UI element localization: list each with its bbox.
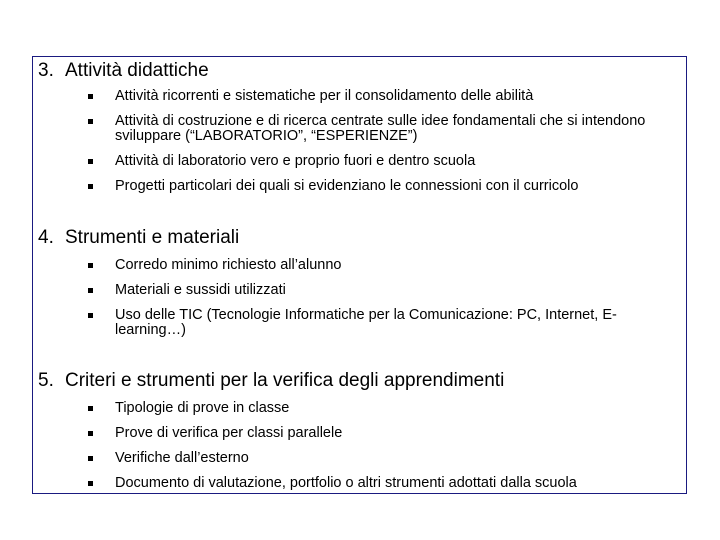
section-heading-5	[38, 370, 504, 392]
list-item-text: Progetti particolari dei quali si evidenziano le connessioni con il curricolo	[115, 178, 579, 194]
list-item-text: Materiali e sussidi utilizzati	[115, 282, 286, 298]
list-item-text: Corredo minimo richiesto all’alunno	[115, 257, 342, 273]
square-bullet-icon	[88, 263, 93, 268]
square-bullet-icon	[88, 119, 93, 124]
section-number: 4.	[38, 227, 54, 248]
section-title: Strumenti e materiali	[65, 227, 240, 248]
square-bullet-icon	[88, 406, 93, 411]
square-bullet-icon	[88, 431, 93, 436]
section-heading-3	[38, 60, 209, 82]
square-bullet-icon	[88, 159, 93, 164]
list-item-text: Tipologie di prove in classe	[115, 400, 290, 416]
section-number: 5.	[38, 370, 54, 391]
list-item-text: Attività di costruzione e di ricerca centrate sulle idee fondamentali che si intendono sviluppare (“LABORATORIO”, “ESPERIENZE”)	[115, 113, 646, 144]
square-bullet-icon	[88, 288, 93, 293]
square-bullet-icon	[88, 313, 93, 318]
section-heading-4	[38, 227, 239, 249]
list-item-text: Uso delle TIC (Tecnologie Informatiche per la Comunicazione: PC, Internet, E-learning…)	[115, 307, 617, 338]
section-title: Criteri e strumenti per la verifica degli apprendimenti	[65, 370, 505, 391]
list-item-text: Prove di verifica per classi parallele	[115, 425, 343, 441]
square-bullet-icon	[88, 94, 93, 99]
list-item-text: Verifiche dall’esterno	[115, 450, 249, 466]
list-item-text: Attività ricorrenti e sistematiche per il consolidamento delle abilità	[115, 88, 534, 104]
list-item-text: Documento di valutazione, portfolio o altri strumenti adottati dalla scuola	[115, 475, 577, 491]
square-bullet-icon	[88, 456, 93, 461]
list-item-text: Attività di laboratorio vero e proprio fuori e dentro scuola	[115, 153, 476, 169]
section-title: Attività didattiche	[65, 60, 209, 81]
square-bullet-icon	[88, 481, 93, 486]
square-bullet-icon	[88, 184, 93, 189]
section-number: 3.	[38, 60, 54, 81]
